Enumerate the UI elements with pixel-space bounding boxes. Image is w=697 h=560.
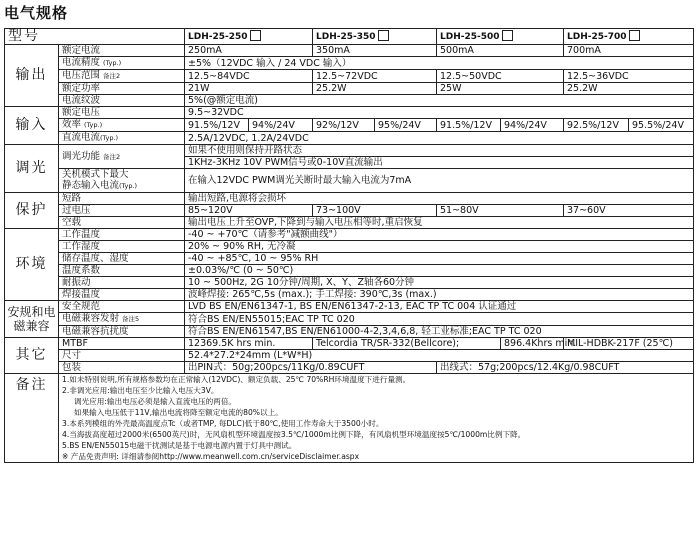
cell: 700mA <box>564 45 694 57</box>
row-label: 调光功能 备注2 <box>59 145 185 169</box>
row-label: 储存温度、湿度 <box>59 253 185 265</box>
cell: 符合BS EN/EN55015;EAC TP TC 020 <box>185 313 694 326</box>
category-input: 输入 <box>5 107 59 145</box>
table-row <box>5 145 694 157</box>
table-row <box>5 326 694 338</box>
row-label: 工作湿度 <box>59 241 185 253</box>
cell: 波峰焊接: 265℃,5s (max.); 手工焊接: 390℃,3s (max.) <box>185 289 694 301</box>
table-row <box>5 95 694 107</box>
cell: ±5%（12VDC 输入 / 24 VDC 输入） <box>185 57 694 70</box>
checkbox-icon <box>502 30 513 41</box>
model-2[interactable]: LDH-25-350 <box>313 29 437 45</box>
cell: 5%(@额定电流) <box>185 95 694 107</box>
cell: 250mA <box>185 45 313 57</box>
row-label: 工作温度 <box>59 229 185 241</box>
row-label: MTBF <box>59 338 185 350</box>
cell: 94%/24V <box>249 119 313 132</box>
category-output: 输出 <box>5 45 59 107</box>
header-row <box>5 29 694 45</box>
cell: 出线式：57g;200pcs/12.4Kg/0.98CUFT <box>437 362 694 374</box>
cell: Telcordia TR/SR-332(Bellcore); <box>313 338 501 350</box>
cell: 94%/24V <box>501 119 564 132</box>
cell: 37~60V <box>564 205 694 217</box>
cell: 12.5~50VDC <box>437 70 564 83</box>
table-row <box>5 362 694 374</box>
page-title: 电气规格 <box>4 4 69 22</box>
table-row <box>5 205 694 217</box>
row-label: 直流电流(Typ.) <box>59 132 185 145</box>
row-label: 空载 <box>59 217 185 229</box>
table-row <box>5 169 694 193</box>
table-row <box>5 229 694 241</box>
cell: 2.5A/12VDC, 1.2A/24VDC <box>185 132 694 145</box>
category-protection: 保护 <box>5 193 59 229</box>
cell: MIL-HDBK-217F (25℃) <box>564 338 694 350</box>
table-row <box>5 132 694 145</box>
category-environment: 环境 <box>5 229 59 301</box>
category-safety: 安规和电磁兼容 <box>5 301 59 338</box>
cell: 输出电压上升至OVP,下降到与输入电压相等时,重启恢复 <box>185 217 694 229</box>
table-row <box>5 374 694 463</box>
cell: 500mA <box>437 45 564 57</box>
cell: 92%/12V <box>313 119 375 132</box>
table-row <box>5 70 694 83</box>
table-row <box>5 119 694 132</box>
cell: 95%/24V <box>375 119 437 132</box>
spec-table <box>4 28 694 463</box>
checkbox-icon <box>378 30 389 41</box>
cell: 25.2W <box>313 83 437 95</box>
table-row <box>5 83 694 95</box>
note-line: 4.当海拔高度超过2000米(6500英尺)时，无风扇机型环境温度按3.5℃/1000m比例下降，有风扇机型环境温度按5℃/1000m比例下降。 <box>62 430 526 439</box>
note-line: 2.非调光应用:输出电压至少比输入电压大3V。 <box>62 386 219 395</box>
cell: 在输入12VDC PWM调光关断时最大输入电流为7mA <box>185 169 694 193</box>
cell: 12.5~36VDC <box>564 70 694 83</box>
cell: -40 ~ +85℃, 10 ~ 95% RH <box>185 253 694 265</box>
disclaimer-link[interactable]: ※ 产品免责声明: 详细请参阅http://www.meanwell.com.cn/serviceDisclaimer.aspx <box>62 452 360 461</box>
table-row <box>5 57 694 70</box>
row-label: 尺寸 <box>59 350 185 362</box>
note-line: 1.如未特别说明,所有规格参数均在正常输入(12VDC)、额定负载、25℃ 70%RH环境温度下进行量测。 <box>62 375 411 384</box>
row-label: 电压范围 备注2 <box>59 70 185 83</box>
note-line: 3.本系列模组的外壳最高温度点Tc（或者TMP, 每DLC)低于80℃,使用工作寿命大于3500小时。 <box>62 419 384 428</box>
category-dimming: 调光 <box>5 145 59 193</box>
cell: 350mA <box>313 45 437 57</box>
table-row <box>5 277 694 289</box>
cell: 符合BS EN/EN61547,BS EN/EN61000-4-2,3,4,6,8, 轻工业标准;EAC TP TC 020 <box>185 326 694 338</box>
note-line: 5.BS EN/EN55015电磁干扰测试是基于电源电源内置于灯具中测试。 <box>62 441 297 450</box>
category-others: 其它 <box>5 338 59 374</box>
table-row <box>5 350 694 362</box>
cell: 25.2W <box>564 83 694 95</box>
table-row <box>5 253 694 265</box>
row-label: 电流精度 (Typ.) <box>59 57 185 70</box>
notes-cell <box>59 374 694 463</box>
table-row <box>5 241 694 253</box>
model-3[interactable]: LDH-25-500 <box>437 29 564 45</box>
table-row <box>5 217 694 229</box>
category-notes: 备注 <box>5 374 59 463</box>
table-row <box>5 107 694 119</box>
cell: 12.5~72VDC <box>313 70 437 83</box>
model-1[interactable]: LDH-25-250 <box>185 29 313 45</box>
cell: 91.5%/12V <box>437 119 501 132</box>
checkbox-icon <box>250 30 261 41</box>
cell: 10 ~ 500Hz, 2G 10分钟/周期, X、Y、Z轴各60分钟 <box>185 277 694 289</box>
cell: 91.5%/12V <box>185 119 249 132</box>
cell: 1KHz-3KHz 10V PWM信号或0-10V直流输出 <box>185 157 694 169</box>
cell: 9.5~32VDC <box>185 107 694 119</box>
row-label: 额定功率 <box>59 83 185 95</box>
cell: 95.5%/24V <box>629 119 694 132</box>
model-label: 型号 <box>5 29 185 45</box>
cell: 出PIN式：50g;200pcs/11Kg/0.89CUFT <box>185 362 437 374</box>
cell: 73~100V <box>313 205 437 217</box>
cell: ±0.03%/℃ (0 ~ 50℃) <box>185 265 694 277</box>
note-line: 如果输入电压低于11V,输出电流将降至额定电流的80%以上。 <box>74 408 283 417</box>
cell: 21W <box>185 83 313 95</box>
cell: 52.4*27.2*24mm (L*W*H) <box>185 350 694 362</box>
cell: 20% ~ 90% RH, 无冷凝 <box>185 241 694 253</box>
row-label: 过电压 <box>59 205 185 217</box>
cell: LVD BS EN/EN61347-1, BS EN/EN61347-2-13, EAC TP TC 004 认证通过 <box>185 301 694 313</box>
table-row <box>5 265 694 277</box>
row-label: 包装 <box>59 362 185 374</box>
cell: -40 ~ +70℃（请参考"减额曲线"） <box>185 229 694 241</box>
cell: 92.5%/12V <box>564 119 629 132</box>
row-label: 短路 <box>59 193 185 205</box>
row-label: 额定电流 <box>59 45 185 57</box>
cell: 12.5~84VDC <box>185 70 313 83</box>
row-label: 额定电压 <box>59 107 185 119</box>
cell: 85~120V <box>185 205 313 217</box>
row-label: 电流纹波 <box>59 95 185 107</box>
row-label: 关机模式下最大 静态输入电流(Typ.) <box>59 169 185 193</box>
cell: 输出短路,电源将会损坏 <box>185 193 694 205</box>
table-row <box>5 313 694 326</box>
row-label: 安全规范 <box>59 301 185 313</box>
cell: 896.4Khrs min. <box>501 338 564 350</box>
cell: 12369.5K hrs min. <box>185 338 313 350</box>
model-4[interactable]: LDH-25-700 <box>564 29 694 45</box>
cell: 25W <box>437 83 564 95</box>
table-row <box>5 289 694 301</box>
row-label: 效率 (Typ.) <box>59 119 185 132</box>
checkbox-icon <box>629 30 640 41</box>
row-label: 焊接温度 <box>59 289 185 301</box>
row-label: 电磁兼容抗扰度 <box>59 326 185 338</box>
note-line: 调光应用:输出电压必须是输入直流电压的两倍。 <box>74 397 237 406</box>
cell: 51~80V <box>437 205 564 217</box>
cell: 如果不使用则保持开路状态 <box>185 145 694 157</box>
table-row <box>5 193 694 205</box>
row-label: 电磁兼容发射 备注5 <box>59 313 185 326</box>
table-row <box>5 45 694 57</box>
table-row <box>5 301 694 313</box>
row-label: 温度系数 <box>59 265 185 277</box>
table-row <box>5 338 694 350</box>
row-label: 耐振动 <box>59 277 185 289</box>
